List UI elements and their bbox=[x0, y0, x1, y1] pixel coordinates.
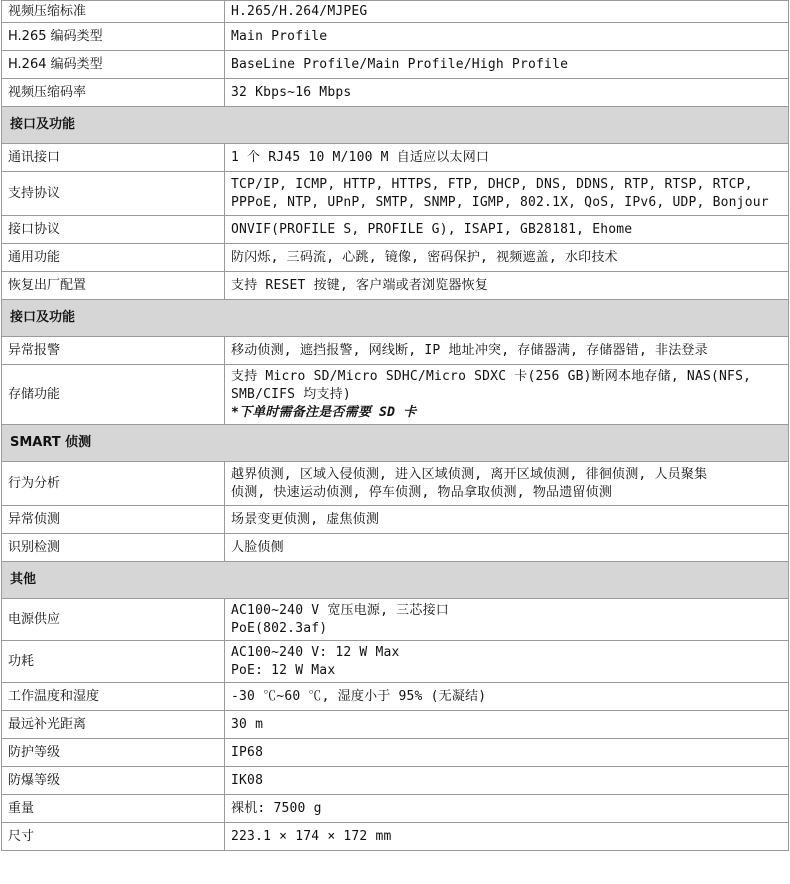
spec-value-line: 防闪烁, 三码流, 心跳, 镜像, 密码保护, 视频遮盖, 水印技术 bbox=[231, 249, 618, 265]
spec-value bbox=[225, 462, 789, 506]
spec-key: 异常侦测 bbox=[2, 506, 225, 534]
spec-value-line: ONVIF(PROFILE S, PROFILE G), ISAPI, GB28181, Ehome bbox=[231, 221, 633, 237]
spec-value bbox=[225, 79, 789, 107]
spec-value bbox=[225, 506, 789, 534]
spec-value-line: 场景变更侦测, 虚焦侦测 bbox=[231, 511, 380, 527]
spec-value-line: Main Profile bbox=[231, 28, 328, 44]
spec-value bbox=[225, 172, 789, 216]
spec-row bbox=[2, 462, 789, 506]
spec-key: 行为分析 bbox=[2, 462, 225, 506]
spec-row bbox=[2, 711, 789, 739]
spec-value bbox=[225, 23, 789, 51]
spec-key: 通用功能 bbox=[2, 244, 225, 272]
spec-row bbox=[2, 534, 789, 562]
spec-row bbox=[2, 365, 789, 425]
spec-value-line: H.265/H.264/MJPEG bbox=[231, 3, 368, 19]
spec-row bbox=[2, 272, 789, 300]
spec-key: 重量 bbox=[2, 795, 225, 823]
spec-value-line: 移动侦测, 遮挡报警, 网线断, IP 地址冲突, 存储器满, 存储器错, 非法登录 bbox=[231, 342, 708, 358]
spec-value-line: 越界侦测, 区域入侵侦测, 进入区域侦测, 离开区域侦测, 徘徊侦测, 人员聚集 bbox=[231, 466, 708, 482]
section-title: 其他 bbox=[2, 562, 789, 599]
spec-row bbox=[2, 739, 789, 767]
spec-key: 最远补光距离 bbox=[2, 711, 225, 739]
spec-value bbox=[225, 739, 789, 767]
spec-row bbox=[2, 767, 789, 795]
spec-row bbox=[2, 23, 789, 51]
spec-value-line: SMB/CIFS 均支持) bbox=[231, 386, 351, 402]
spec-row bbox=[2, 144, 789, 172]
spec-value-line: AC100~240 V: 12 W Max bbox=[231, 644, 400, 660]
spec-key: H.265 编码类型 bbox=[2, 23, 225, 51]
spec-note: *下单时需备注是否需要 SD 卡 bbox=[231, 404, 417, 420]
spec-row bbox=[2, 795, 789, 823]
spec-value bbox=[225, 711, 789, 739]
spec-row bbox=[2, 823, 789, 851]
spec-key: 通讯接口 bbox=[2, 144, 225, 172]
spec-key: 视频压缩标准 bbox=[2, 1, 225, 23]
spec-row bbox=[2, 506, 789, 534]
spec-value-line: -30 ℃~60 ℃, 湿度小于 95% (无凝结) bbox=[231, 688, 487, 704]
spec-row bbox=[2, 244, 789, 272]
spec-value-line: PoE(802.3af) bbox=[231, 620, 328, 636]
spec-value bbox=[225, 272, 789, 300]
spec-value-line: 30 m bbox=[231, 716, 264, 732]
spec-value-line: BaseLine Profile/Main Profile/High Profile bbox=[231, 56, 569, 72]
spec-value bbox=[225, 767, 789, 795]
spec-value-line: 支持 RESET 按键, 客户端或者浏览器恢复 bbox=[231, 277, 489, 293]
section-header-row bbox=[2, 107, 789, 144]
section-title: 接口及功能 bbox=[2, 107, 789, 144]
spec-row bbox=[2, 216, 789, 244]
spec-value-line: 人脸侦侧 bbox=[231, 539, 284, 555]
spec-value-line: 223.1 × 174 × 172 mm bbox=[231, 828, 392, 844]
spec-value-line: TCP/IP, ICMP, HTTP, HTTPS, FTP, DHCP, DNS, DDNS, RTP, RTSP, RTCP, bbox=[231, 176, 753, 192]
spec-row bbox=[2, 79, 789, 107]
section-header-row bbox=[2, 562, 789, 599]
spec-value bbox=[225, 641, 789, 683]
spec-value-line: 32 Kbps~16 Mbps bbox=[231, 84, 352, 100]
section-header-row bbox=[2, 425, 789, 462]
spec-value-line: PPPoE, NTP, UPnP, SMTP, SNMP, IGMP, 802.1X, QoS, IPv6, UDP, Bonjour bbox=[231, 194, 769, 210]
spec-value bbox=[225, 365, 789, 425]
spec-value-line: 裸机: 7500 g bbox=[231, 800, 322, 816]
spec-key: 防爆等级 bbox=[2, 767, 225, 795]
spec-key: 工作温度和湿度 bbox=[2, 683, 225, 711]
spec-row bbox=[2, 641, 789, 683]
spec-value-line: 侦测, 快速运动侦测, 停车侦测, 物品拿取侦测, 物品遗留侦测 bbox=[231, 484, 613, 500]
spec-value bbox=[225, 216, 789, 244]
spec-key: 识别检测 bbox=[2, 534, 225, 562]
spec-row bbox=[2, 1, 789, 23]
spec-value-line: AC100~240 V 宽压电源, 三芯接口 bbox=[231, 602, 449, 618]
spec-row bbox=[2, 599, 789, 641]
spec-row bbox=[2, 683, 789, 711]
spec-row bbox=[2, 337, 789, 365]
spec-value bbox=[225, 337, 789, 365]
section-header-row bbox=[2, 300, 789, 337]
spec-key: 存储功能 bbox=[2, 365, 225, 425]
spec-key: 异常报警 bbox=[2, 337, 225, 365]
spec-key: 尺寸 bbox=[2, 823, 225, 851]
spec-table bbox=[1, 0, 789, 851]
spec-value bbox=[225, 683, 789, 711]
spec-key: 支持协议 bbox=[2, 172, 225, 216]
spec-key: H.264 编码类型 bbox=[2, 51, 225, 79]
spec-value-line: IK08 bbox=[231, 772, 264, 788]
spec-key: 电源供应 bbox=[2, 599, 225, 641]
spec-key: 防护等级 bbox=[2, 739, 225, 767]
section-title: SMART 侦测 bbox=[2, 425, 789, 462]
spec-value-line: IP68 bbox=[231, 744, 264, 760]
spec-value bbox=[225, 823, 789, 851]
spec-row bbox=[2, 51, 789, 79]
spec-value bbox=[225, 1, 789, 23]
spec-value bbox=[225, 599, 789, 641]
spec-key: 接口协议 bbox=[2, 216, 225, 244]
spec-key: 功耗 bbox=[2, 641, 225, 683]
spec-value bbox=[225, 244, 789, 272]
spec-value-line: 1 个 RJ45 10 M/100 M 自适应以太网口 bbox=[231, 149, 490, 165]
spec-table-body bbox=[2, 1, 789, 851]
spec-key: 视频压缩码率 bbox=[2, 79, 225, 107]
spec-value bbox=[225, 795, 789, 823]
spec-row bbox=[2, 172, 789, 216]
spec-value bbox=[225, 51, 789, 79]
spec-value-line: PoE: 12 W Max bbox=[231, 662, 336, 678]
section-title: 接口及功能 bbox=[2, 300, 789, 337]
spec-value bbox=[225, 534, 789, 562]
spec-value-line: 支持 Micro SD/Micro SDHC/Micro SDXC 卡(256 GB)断网本地存储, NAS(NFS, bbox=[231, 368, 752, 384]
spec-key: 恢复出厂配置 bbox=[2, 272, 225, 300]
spec-value bbox=[225, 144, 789, 172]
